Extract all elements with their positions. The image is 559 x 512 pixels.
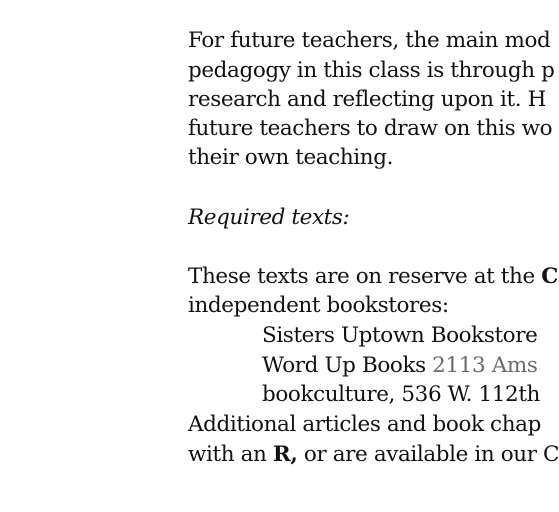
bookstore-word-up-name: Word Up Books	[262, 353, 433, 378]
additional-line-1: Additional articles and book chap	[188, 412, 541, 437]
intro-line-1: For future teachers, the main mod	[188, 28, 551, 53]
required-texts-heading: Required texts:	[188, 205, 350, 230]
additional-line-2-bold: R,	[272, 442, 298, 467]
intro-line-5: their own teaching.	[188, 145, 394, 170]
reserve-line-2: independent bookstores:	[188, 293, 449, 318]
bookstore-word-up-address: 2113 Ams	[432, 353, 538, 378]
bookstore-word-up	[262, 351, 537, 381]
intro-line-3: research and reflecting upon it. H	[188, 87, 546, 112]
reserve-line-1-bold: C	[541, 264, 558, 289]
additional-line-2-start: with an	[188, 442, 273, 467]
additional-line-2	[188, 440, 559, 470]
reserve-line-1-text: These texts are on reserve at the	[188, 264, 542, 289]
intro-line-2: pedagogy in this class is through p	[188, 58, 555, 83]
intro-line-4: future teachers to draw on this wo	[188, 116, 553, 141]
bookstore-sisters-uptown: Sisters Uptown Bookstore	[262, 323, 538, 348]
reserve-line-1	[188, 262, 558, 292]
bookstore-bookculture: bookculture, 536 W. 112th	[262, 382, 541, 407]
additional-line-2-end: or are available in our C	[297, 442, 559, 467]
